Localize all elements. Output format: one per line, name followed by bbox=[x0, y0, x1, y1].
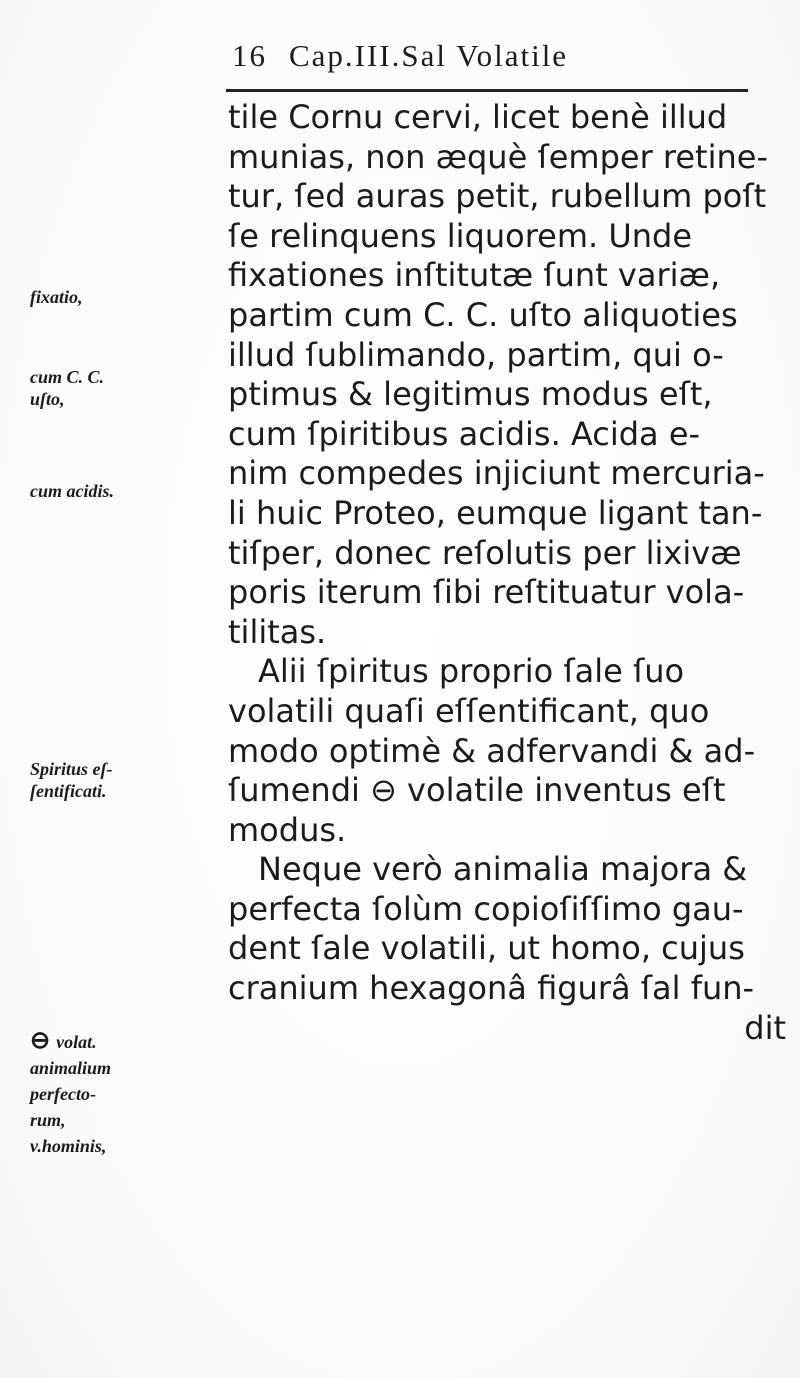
text-line: modus. bbox=[228, 810, 347, 849]
text-line: ptimus & legitimus modus eſt, bbox=[228, 375, 713, 414]
margin-note-line: volat. bbox=[56, 1032, 97, 1052]
text-line: tur, ſed auras petit, rubellum poſt bbox=[228, 177, 767, 216]
paragraph-start-line: Alii ſpiritus proprio ſale ſuo bbox=[258, 652, 685, 691]
salt-symbol-icon: ⊖ bbox=[30, 1028, 51, 1054]
margin-note-cum-acidis bbox=[30, 480, 114, 502]
margin-note-line: fixatio, bbox=[30, 287, 83, 307]
text-line: ſe relinquens liquorem. Unde bbox=[228, 216, 693, 255]
text-line: poris iterum ſibi reſtituatur vola- bbox=[228, 573, 745, 612]
margin-note-line: animalium bbox=[30, 1058, 112, 1078]
catchword: dit bbox=[744, 1008, 786, 1047]
text-line: tile Cornu cervi, licet benè illud bbox=[228, 98, 728, 136]
text-line: munias, non æquè ſemper retine- bbox=[228, 137, 768, 176]
text-line: fixationes inſtitutæ ſunt variæ, bbox=[228, 256, 721, 295]
running-title: Cap.III.Sal Volatile bbox=[289, 38, 569, 73]
main-text-block bbox=[228, 98, 788, 1048]
margin-note-line: perfecto- bbox=[30, 1084, 96, 1104]
margin-note-line: v.hominis, bbox=[30, 1136, 107, 1156]
paragraph-start-line: Neque verò animalia majora & bbox=[258, 850, 748, 889]
text-line: volatili quaſi eſſentificant, quo bbox=[228, 691, 710, 730]
margin-note-cum-cc-usto bbox=[30, 366, 104, 410]
text-line: ſumendi ⊖ volatile inventus eſt bbox=[228, 771, 726, 810]
text-line: li huic Proteo, eumque ligant tan- bbox=[228, 493, 763, 532]
margin-note-line: rum, bbox=[30, 1110, 66, 1130]
page-header bbox=[232, 38, 568, 74]
text-line: modo optimè & adfervandi & ad- bbox=[228, 731, 756, 770]
text-line: cranium hexagonâ figurâ ſal fun- bbox=[228, 969, 755, 1008]
text-line: cum ſpiritibus acidis. Acida e- bbox=[228, 414, 701, 453]
margin-note-line: uſto, bbox=[30, 389, 65, 409]
text-line: dent ſale volatili, ut homo, cujus bbox=[228, 929, 745, 968]
margin-note-line: cum acidis. bbox=[30, 481, 114, 501]
margin-note-line: ſentificati. bbox=[30, 781, 107, 801]
page-number: 16 bbox=[232, 38, 267, 73]
text-line: perfecta ſolùm copioſiſſimo gau- bbox=[228, 889, 744, 928]
text-line: tilitas. bbox=[228, 612, 327, 651]
margin-note-fixatio bbox=[30, 286, 83, 308]
margin-note-sal-volatile bbox=[30, 1028, 111, 1159]
header-rule bbox=[226, 89, 748, 92]
margin-note-spiritus bbox=[30, 758, 113, 802]
text-line: tiſper, donec reſolutis per lixivæ bbox=[228, 533, 742, 572]
text-line: illud ſublimando, partim, qui o- bbox=[228, 335, 724, 374]
margin-note-line: Spiritus eſ- bbox=[30, 759, 113, 779]
text-line: nim compedes injiciunt mercuria- bbox=[228, 454, 765, 493]
text-line: partim cum C. C. uſto aliquoties bbox=[228, 295, 738, 334]
margin-note-line: cum C. C. bbox=[30, 367, 105, 387]
